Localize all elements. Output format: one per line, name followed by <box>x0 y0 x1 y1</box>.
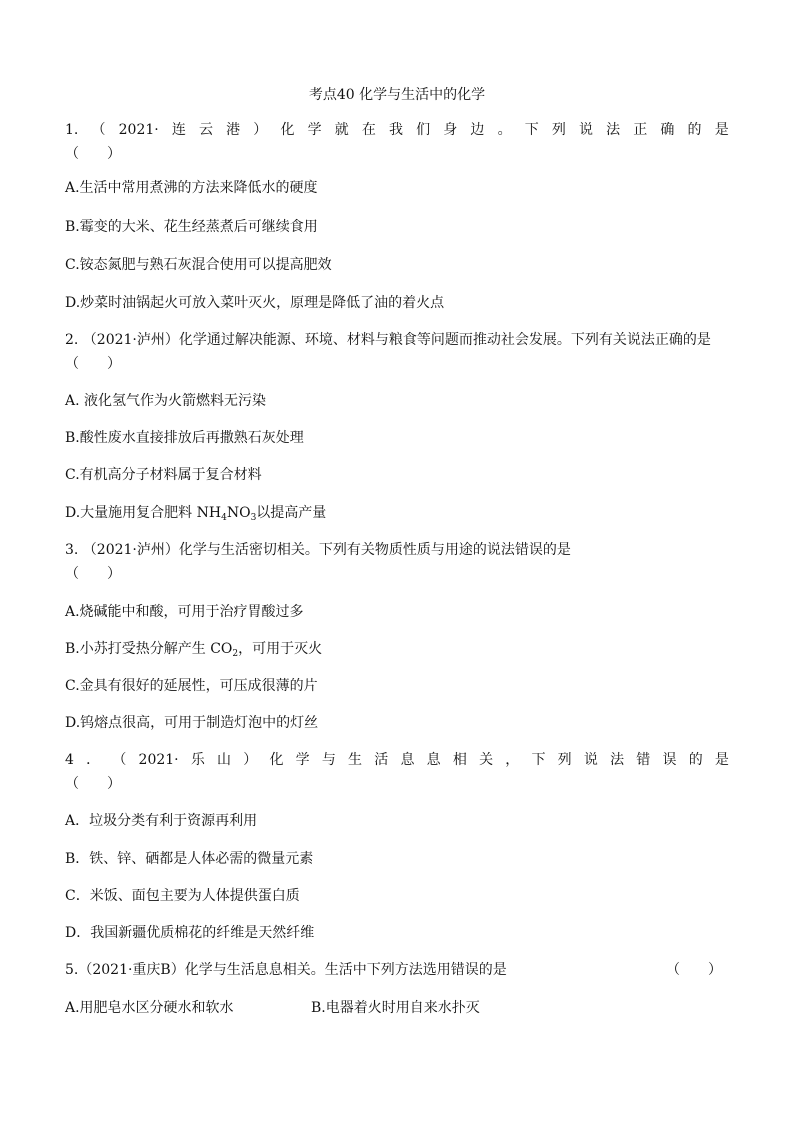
doc-q1-char: 在 <box>361 122 376 138</box>
question-4-option-a: A．垃圾分类有利于资源再利用 <box>65 813 258 829</box>
question-3-option-a: A.烧碱能中和酸，可用于治疗胃酸过多 <box>65 604 304 620</box>
doc-q4-char: 活 <box>374 752 389 768</box>
doc-q4-char: 生 <box>348 752 363 768</box>
question-2-option-d <box>65 504 326 527</box>
question-2-option-d-mid: NO <box>226 505 251 521</box>
question-5-blank: （ ） <box>666 962 722 978</box>
doc-q1-char: 我 <box>389 122 403 138</box>
subscript-3: 3 <box>250 513 257 523</box>
question-5-stem: 5.（2021·重庆B）化学与生活息息相关。生活中下列方法选用错误的是 <box>65 962 507 978</box>
doc-q1-char: 下 <box>524 122 539 138</box>
doc-q1-char: ） <box>253 122 268 138</box>
page-title: 考点40 化学与生活中的化学 <box>308 87 486 103</box>
doc-q4-char: 列 <box>557 752 572 768</box>
doc-q1-char: （ <box>91 122 106 138</box>
question-3-option-c: C.金具有很好的延展性，可压成很薄的片 <box>65 678 318 694</box>
question-2-blank: （ ） <box>65 356 121 372</box>
doc-q1-char: 法 <box>606 122 621 138</box>
doc-q1-char: 云 <box>199 122 214 138</box>
question-1-option-d: D.炒菜时油锅起火可放入菜叶灭火，原理是降低了油的着火点 <box>65 295 445 311</box>
doc-q1-char: 正 <box>633 122 648 138</box>
doc-q4-char: 是 <box>714 752 729 768</box>
doc-q1-char: 们 <box>416 122 431 138</box>
question-3-option-b-suffix: ，可用于灭火 <box>238 641 323 657</box>
question-5-option-a: A.用肥皂水区分硬水和软水 <box>65 1000 234 1016</box>
question-3-blank: （ ） <box>65 566 121 582</box>
question-5-option-b: B.电器着火时用自来水扑灭 <box>311 1000 480 1016</box>
question-2-stem: 2. （2021·泸州）化学通过解决能源、环境、材料与粮食等问题而推动社会发展。下列有关说法正确的是 <box>65 332 711 348</box>
doc-q1-char: 确 <box>660 122 675 138</box>
question-2-option-d-prefix: D.大量施用复合肥料 NH <box>65 505 222 521</box>
doc-q4-char: 误 <box>662 752 677 768</box>
doc-q4-char: 息 <box>426 752 441 768</box>
question-1-option-c: C.铵态氮肥与熟石灰混合使用可以提高肥效 <box>65 257 332 273</box>
doc-q4-char: 4 <box>65 752 74 768</box>
question-2-option-d-suffix: 以提高产量 <box>256 505 327 521</box>
doc-q1-char: 说 <box>578 122 593 138</box>
question-3-stem: 3. （2021·泸州）化学与生活密切相关。下列有关物质性质与用途的说法错误的是 <box>65 542 571 558</box>
doc-q4-char: 化 <box>269 752 284 768</box>
question-2-option-b: B.酸性废水直接排放后再撒熟石灰处理 <box>65 430 304 446</box>
doc-q4-char: 的 <box>688 752 703 768</box>
doc-q1-char: 是 <box>714 122 729 138</box>
question-4-stem <box>65 751 729 769</box>
question-4-blank: （ ） <box>65 776 121 792</box>
doc-q4-char: 学 <box>295 752 310 768</box>
doc-q1-char: 连 <box>171 122 186 138</box>
doc-q4-char: ． <box>86 752 101 768</box>
doc-q1-char: 港 <box>226 122 241 138</box>
question-4-option-c: C．米饭、面包主要为人体提供蛋白质 <box>65 888 300 904</box>
doc-q4-char: 相 <box>452 752 467 768</box>
doc-q1-char: 身 <box>443 122 458 138</box>
doc-q1-char: 的 <box>687 122 702 138</box>
doc-q4-char: 2021· <box>138 752 179 768</box>
doc-q1-char: 学 <box>307 122 322 138</box>
question-4-option-d: D．我国新疆优质棉花的纤维是天然纤维 <box>65 925 315 941</box>
doc-q4-char: 说 <box>583 752 598 768</box>
doc-q4-char: 法 <box>610 752 625 768</box>
doc-q4-char: 与 <box>321 752 336 768</box>
doc-q1-char: 化 <box>280 122 295 138</box>
doc-q4-char: 下 <box>531 752 546 768</box>
doc-q4-char: 关 <box>479 752 494 768</box>
question-1-stem <box>65 121 729 139</box>
question-2-option-c: C.有机高分子材料属于复合材料 <box>65 467 262 483</box>
question-1-option-b: B.霉变的大米、花生经蒸煮后可继续食用 <box>65 219 318 235</box>
doc-q1-char: 就 <box>334 122 349 138</box>
question-2-option-a: A. 液化氢气作为火箭燃料无污染 <box>65 393 267 409</box>
doc-q1-char: 。 <box>497 122 512 138</box>
question-1-blank: （ ） <box>65 146 121 162</box>
question-3-option-b-prefix: B.小苏打受热分解产生 CO <box>65 641 233 657</box>
doc-q4-char: 错 <box>636 752 651 768</box>
doc-q4-char: ） <box>243 752 258 768</box>
doc-q4-char: 息 <box>400 752 415 768</box>
doc-q4-char: 山 <box>217 752 232 768</box>
doc-q1-char: 列 <box>551 122 566 138</box>
question-4-option-b: B．铁、锌、硒都是人体必需的微量元素 <box>65 851 314 867</box>
doc-q1-char: 边 <box>470 122 485 138</box>
question-1-option-a: A.生活中常用煮沸的方法来降低水的硬度 <box>65 180 318 196</box>
doc-q4-char: （ <box>112 752 127 768</box>
doc-q4-char: ， <box>505 752 520 768</box>
question-3-option-d: D.钨熔点很高，可用于制造灯泡中的灯丝 <box>65 715 319 731</box>
subscript-4: 4 <box>221 513 227 523</box>
doc-q4-char: 乐 <box>190 752 205 768</box>
doc-q1-char: 1. <box>65 122 79 138</box>
subscript-2: 2 <box>232 649 239 659</box>
question-3-option-b <box>65 640 322 663</box>
doc-q1-char: 2021· <box>118 122 159 138</box>
